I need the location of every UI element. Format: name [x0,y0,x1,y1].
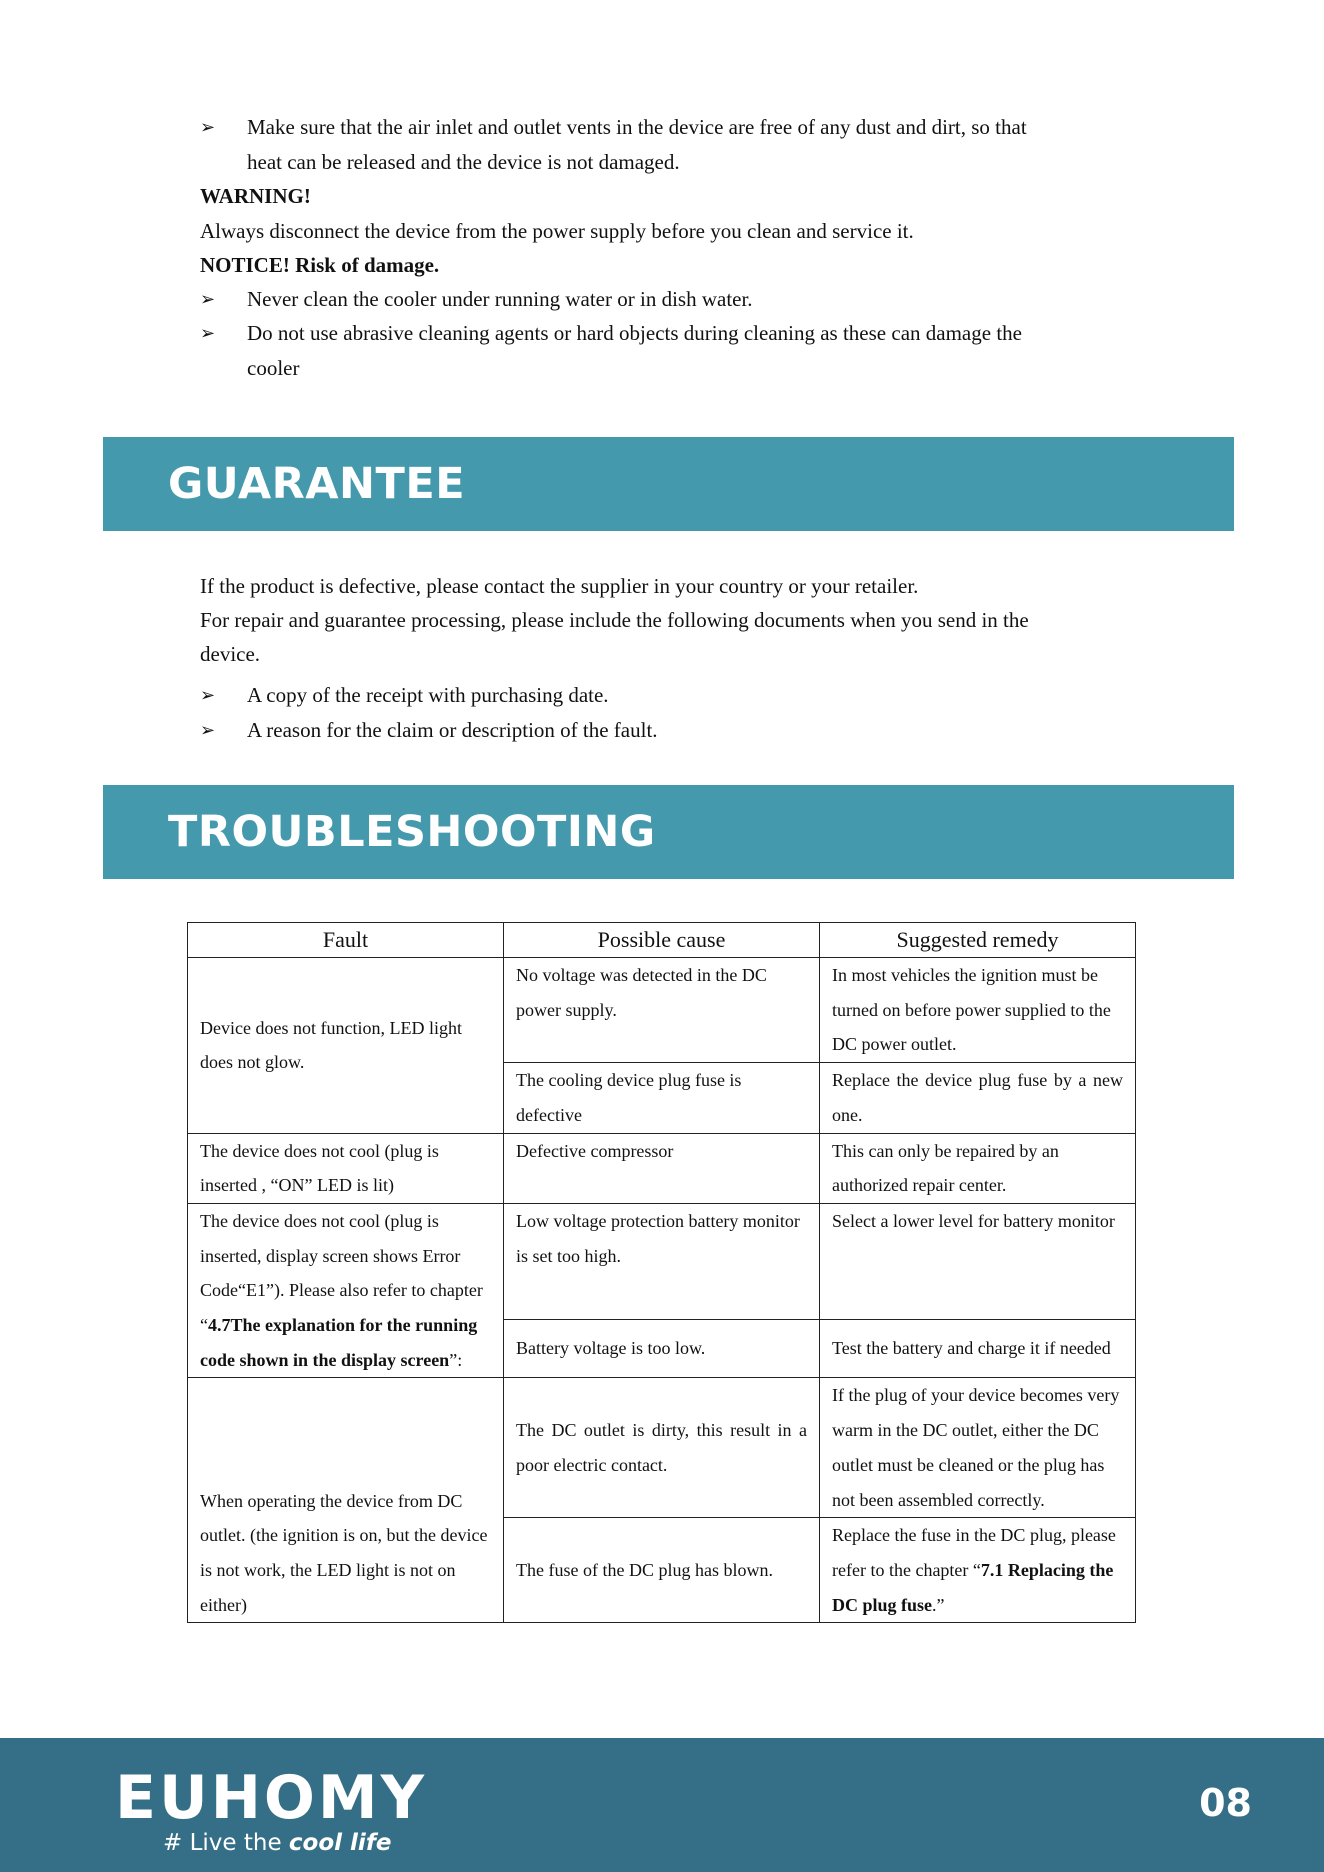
guarantee-paragraph: For repair and guarantee processing, please include the following documents when you send in the [200,608,1029,632]
remedy-cell [820,1518,1136,1623]
bullet-text: cooler [247,356,300,380]
remedy-text: .” [932,1594,945,1615]
fault-text: ”: [449,1349,463,1370]
chapter-reference: 4.7The explanation for the running code shown in the display screen [200,1315,478,1370]
remedy-cell: In most vehicles the ignition must be turned on before power supplied to the DC power outlet. [820,958,1136,1063]
remedy-cell: If the plug of your device becomes very warm in the DC outlet, either the DC outlet must be cleaned or the plug has not been assembled correctly. [820,1378,1136,1518]
bullet-glyph: ➢ [200,720,216,741]
warning-heading: WARNING! [200,184,311,208]
bullet-text: Do not use abrasive cleaning agents or hard objects during cleaning as these can damage the [247,321,1022,345]
guarantee-paragraph: device. [200,642,261,666]
troubleshooting-banner [103,785,1234,879]
bullet-glyph: ➢ [200,323,216,344]
remedy-cell: This can only be repaired by an authorized repair center. [820,1133,1136,1203]
table-header-row [188,923,1136,958]
tagline-text: # Live the [163,1830,289,1856]
remedy-text: Replace the fuse in the DC plug, please refer to the chapter “ [832,1525,1116,1580]
bullet-text: Make sure that the air inlet and outlet vents in the device are free of any dust and dirt, so that [247,115,1027,139]
page-number: 08 [1199,1781,1252,1825]
table-row [188,1133,1136,1203]
troubleshooting-title: TROUBLESHOOTING [168,807,656,857]
troubleshooting-table [187,922,1136,1623]
fault-text: The device does not cool (plug is inserted, display screen shows Error Code“E1”). Please also refer to chapter “ [200,1210,483,1336]
guarantee-banner [103,437,1234,531]
remedy-cell: Test the battery and charge it if needed [820,1319,1136,1378]
warning-text: Always disconnect the device from the power supply before you clean and service it. [200,219,914,243]
guarantee-title: GUARANTEE [168,459,466,509]
column-header-remedy: Suggested remedy [820,923,1136,958]
cause-cell: No voltage was detected in the DC power supply. [504,958,820,1063]
bullet-text: Never clean the cooler under running water or in dish water. [247,287,753,311]
bullet-glyph: ➢ [200,289,216,310]
tagline-emphasis: cool life [288,1830,392,1856]
remedy-cell: Select a lower level for battery monitor [820,1203,1136,1319]
guarantee-item: A copy of the receipt with purchasing date. [247,683,609,707]
cause-cell: The cooling device plug fuse is defective [504,1063,820,1133]
fault-cell [188,1203,504,1378]
remedy-cell: Replace the device plug fuse by a new one. [820,1063,1136,1133]
page-footer [0,1738,1324,1872]
cause-cell: The DC outlet is dirty, this result in a poor electric contact. [504,1378,820,1518]
brand-logo: EUHOMY [115,1763,428,1833]
table-row [188,1203,1136,1319]
bullet-text: heat can be released and the device is not damaged. [247,150,680,174]
fault-cell: Device does not function, LED light does not glow. [188,958,504,1134]
guarantee-item: A reason for the claim or description of the fault. [247,718,658,742]
guarantee-paragraph: If the product is defective, please contact the supplier in your country or your retailer. [200,574,919,598]
bullet-glyph: ➢ [200,117,216,138]
brand-tagline [163,1830,391,1856]
table-row [188,958,1136,1063]
cause-cell: Battery voltage is too low. [504,1319,820,1378]
notice-heading: NOTICE! Risk of damage. [200,253,440,277]
fault-cell: The device does not cool (plug is inserted , “ON” LED is lit) [188,1133,504,1203]
cause-cell: The fuse of the DC plug has blown. [504,1518,820,1623]
table-row [188,1378,1136,1518]
chapter-reference: 7.1 Replacing the DC plug fuse [832,1559,1114,1615]
cause-cell: Low voltage protection battery monitor is set too high. [504,1203,820,1319]
column-header-fault: Fault [188,923,504,958]
column-header-cause: Possible cause [504,923,820,958]
fault-cell: When operating the device from DC outlet. (the ignition is on, but the device is not work, the LED light is not on either) [188,1378,504,1623]
cause-cell: Defective compressor [504,1133,820,1203]
bullet-glyph: ➢ [200,685,216,706]
